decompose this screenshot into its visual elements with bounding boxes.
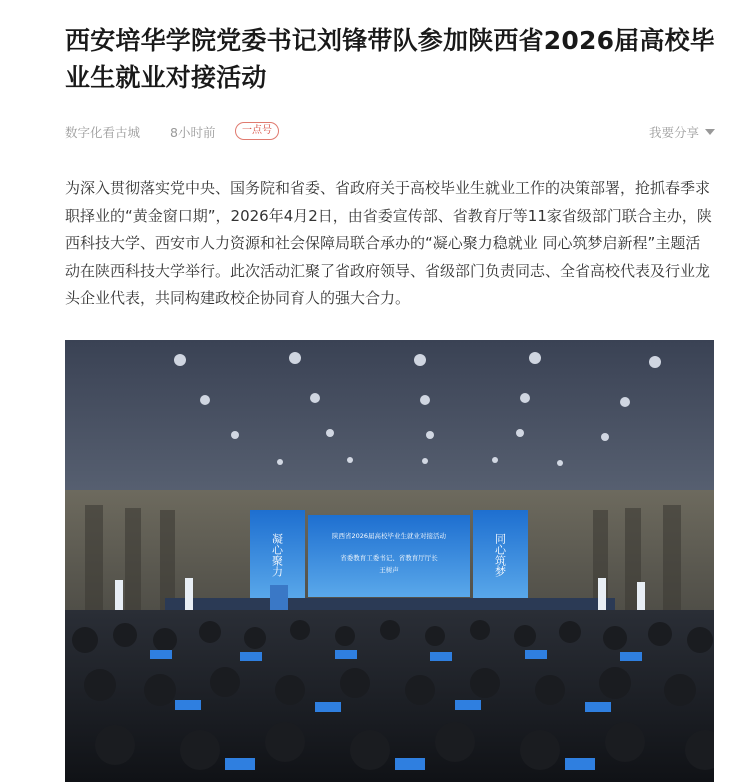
publish-time: 8小时前 (170, 125, 216, 140)
conference-hall-image (65, 340, 714, 782)
screen-name-text: 王树声 (379, 566, 399, 574)
screen-title-text: 陕西省2026届高校毕业生就业对接活动 (331, 532, 447, 540)
source-name[interactable]: 数字化看古城 (65, 125, 141, 140)
source-badge: 一点号 (235, 122, 279, 140)
article-meta (65, 120, 715, 142)
article-title: 西安培华学院党委书记刘锋带队参加陕西省2026届高校毕业生就业对接活动 (65, 26, 715, 92)
share-label: 我要分享 (648, 125, 699, 140)
left-banner-text: 凝心聚力 (270, 533, 284, 577)
article (65, 0, 715, 313)
screen-subtitle-text: 省委教育工委书记、省教育厅厅长 (340, 554, 438, 562)
article-photo (65, 340, 714, 782)
right-banner-text: 同心筑梦 (493, 533, 507, 577)
chevron-down-icon (705, 129, 715, 135)
article-paragraph: 为深入贯彻落实党中央、国务院和省委、省政府关于高校毕业生就业工作的决策部署，抢抓春季求职择业的“黄金窗口期”，2026年4月2日，由省委宣传部、省教育厅等11家省级部门联合主办，陕西科技大学、西安市人力资源和社会保障局联合承办的“凝心聚力稳就业 同心筑梦启新程”主题活动在陕西科技大学举行。此次活动汇聚了省政府领导、省级部门负责同志、全省高校代表及行业龙头企业代表，共同构建政校企协同育人的强大合力。 (65, 179, 712, 307)
share-button[interactable] (649, 123, 715, 141)
